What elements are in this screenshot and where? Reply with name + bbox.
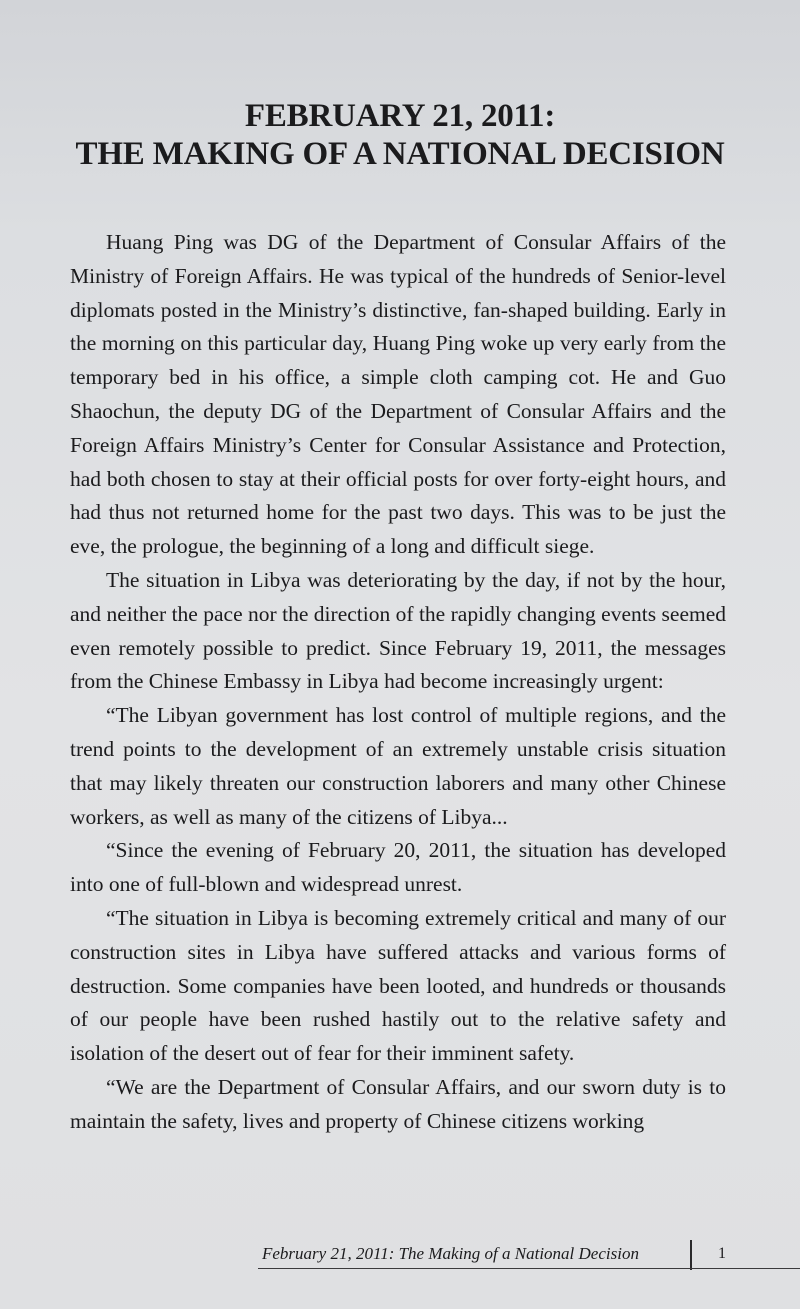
- chapter-title-line-1: FEBRUARY 21, 2011:: [244, 98, 556, 134]
- running-footer-title: February 21, 2011: The Making of a National Decision: [262, 1244, 639, 1263]
- paragraph: “The situation in Libya is becoming extremely critical and many of our construction sites in Libya have suffered attacks and various forms of destruction. Some companies have been looted, and hundreds or thousands of our people have been rushed hastily out to the relative safety and isolation of the desert out of fear for their imminent safety.: [70, 905, 726, 1066]
- footer-separator: [690, 1240, 692, 1270]
- footer-rule: [258, 1268, 800, 1269]
- chapter-title-line-2: THE MAKING OF A NATIONAL DECISION: [75, 136, 725, 172]
- paragraph: The situation in Libya was deteriorating by the day, if not by the hour, and neither the pace nor the direction of the rapidly changing events seemed even remotely possible to predict. Since February 19, 2011, the messages from the Chinese Embassy in Libya had become increasingly urgent:: [70, 567, 726, 694]
- paragraph: “We are the Department of Consular Affairs, and our sworn duty is to maintain the safety, lives and property of Chinese citizens working: [70, 1074, 726, 1133]
- paragraph: “Since the evening of February 20, 2011, the situation has developed into one of full-blown and widespread unrest.: [70, 838, 726, 897]
- paragraph: Huang Ping was DG of the Department of Consular Affairs of the Ministry of Foreign Affairs. He was typical of the hundreds of Senior-level diplomats posted in the Ministry’s distinctive, fan-shaped building. Early in the morning on this particular day, Huang Ping woke up very early from the temporary bed in his office, a simple cloth camping cot. He and Guo Shaochun, the deputy DG of the Department of Consular Affairs and the Foreign Affairs Ministry’s Center for Consular Assistance and Protection, had both chosen to stay at their official posts for over forty-eight hours, and had thus not returned home for the past two days. This was to be just the eve, the prologue, the beginning of a long and difficult siege.: [70, 230, 726, 559]
- page-number: 1: [718, 1245, 726, 1262]
- body-text: [70, 226, 726, 1139]
- paragraph: “The Libyan government has lost control of multiple regions, and the trend points to the development of an extremely unstable crisis situation that may likely threaten our construction laborers and many other Chinese workers, as well as many of the citizens of Libya...: [70, 703, 726, 829]
